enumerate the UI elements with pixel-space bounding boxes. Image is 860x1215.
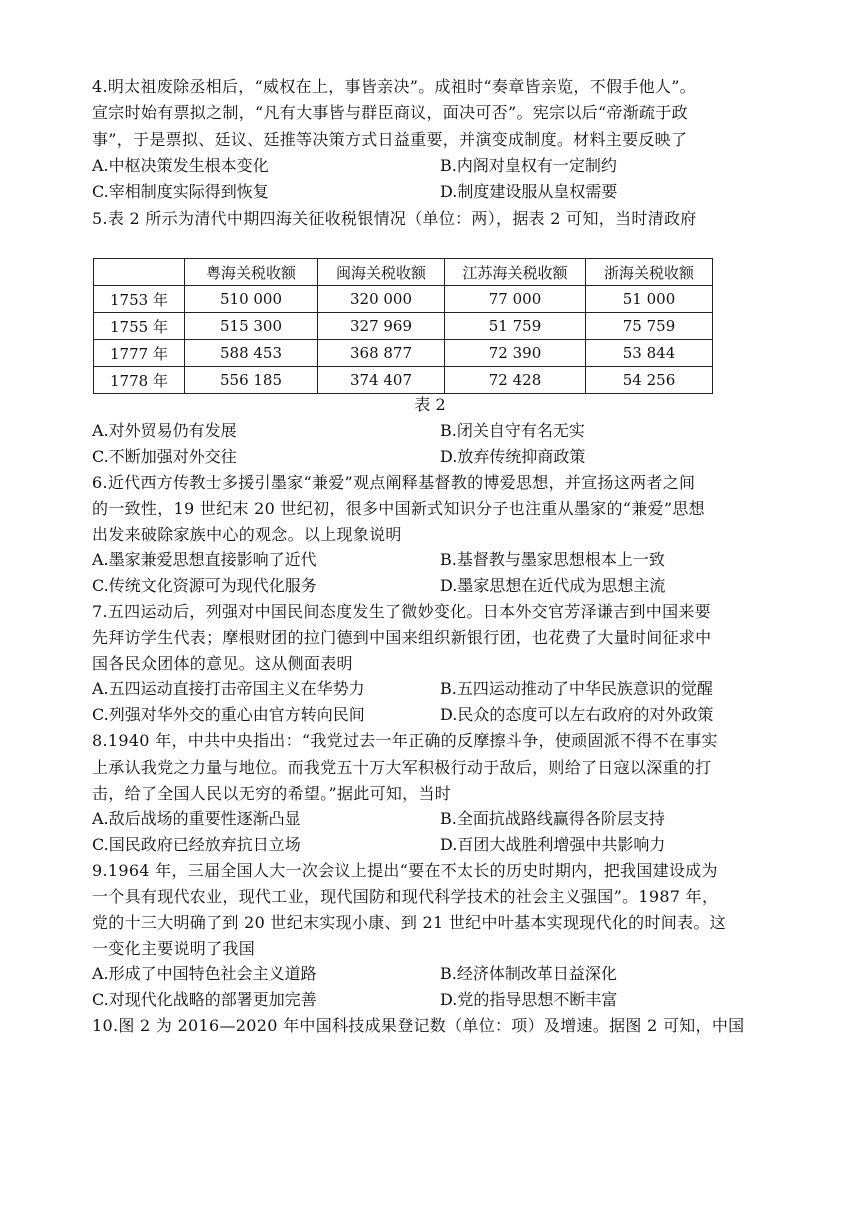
q7-stem-line-2: 先拜访学生代表；摩根财团的拉门德到中国来组织新银行团，也花费了大量时间征求中 bbox=[92, 628, 712, 647]
q8-option-d[interactable]: D.百团大战胜利增强中共影响力 bbox=[440, 835, 666, 854]
table-cell: 588 453 bbox=[185, 340, 318, 367]
q7-option-a[interactable]: A.五四运动直接打击帝国主义在华势力 bbox=[92, 679, 365, 698]
q5-option-d[interactable]: D.放弃传统抑商政策 bbox=[440, 447, 586, 466]
q7-stem-line-1: 7.五四运动后，列强对中国民间态度发生了微妙变化。日本外交官芳泽谦吉到中国来要 bbox=[92, 602, 711, 621]
q8-stem-line-1: 8.1940 年，中共中央指出：“我党过去一年正确的反摩擦斗争，使顽固派不得不在事实 bbox=[92, 731, 718, 750]
table-row bbox=[94, 286, 713, 313]
table-header-cell: 江苏海关税收额 bbox=[445, 259, 586, 286]
table-header-row bbox=[94, 259, 713, 286]
table-row bbox=[94, 340, 713, 367]
q4-option-d[interactable]: D.制度建设服从皇权需要 bbox=[440, 182, 618, 201]
q7-option-c[interactable]: C.列强对华外交的重心由官方转向民间 bbox=[92, 705, 365, 724]
table-cell: 72 390 bbox=[445, 340, 586, 367]
q8-stem-line-3: 击，给了全国人民以无穷的希望。”据此可知，当时 bbox=[92, 784, 452, 803]
customs-tax-table bbox=[93, 258, 713, 394]
q4-stem-line-2: 宣宗时始有票拟之制，“凡有大事皆与群臣商议，面决可否”。宪宗以后“帝渐疏于政 bbox=[92, 103, 688, 122]
q9-stem-line-2: 一个具有现代农业，现代工业，现代国防和现代科学技术的社会主义强国”。1987 年， bbox=[92, 887, 719, 906]
q7-stem-line-3: 国各民众团体的意见。这从侧面表明 bbox=[92, 654, 353, 673]
q8-option-b[interactable]: B.全面抗战路线赢得各阶层支持 bbox=[440, 809, 665, 828]
q8-option-c[interactable]: C.国民政府已经放弃抗日立场 bbox=[92, 835, 301, 854]
table-caption: 表 2 bbox=[414, 395, 446, 414]
q9-stem-line-4: 一变化主要说明了我国 bbox=[92, 939, 256, 958]
q9-stem-line-3: 党的十三大明确了到 20 世纪末实现小康、到 21 世纪中叶基本实现现代化的时间表。这 bbox=[92, 913, 726, 932]
table-header-cell bbox=[94, 259, 185, 286]
table-cell: 54 256 bbox=[586, 367, 713, 394]
q7-option-d[interactable]: D.民众的态度可以左右政府的对外政策 bbox=[440, 705, 714, 724]
table-cell: 53 844 bbox=[586, 340, 713, 367]
q4-stem-line-1: 4.明太祖废除丞相后，“威权在上，事皆亲决”。成祖时“奏章皆亲览，不假手他人”。 bbox=[92, 77, 696, 96]
table-header-cell: 闽海关税收额 bbox=[318, 259, 445, 286]
table-cell: 515 300 bbox=[185, 313, 318, 340]
q6-option-c[interactable]: C.传统文化资源可为现代化服务 bbox=[92, 576, 317, 595]
table-row bbox=[94, 367, 713, 394]
q5-option-b[interactable]: B.闭关自守有名无实 bbox=[440, 421, 585, 440]
q5-stem-line-1: 5.表 2 所示为清代中期四海关征收税银情况（单位：两），据表 2 可知，当时清政府 bbox=[92, 209, 697, 228]
table-header-cell: 浙海关税收额 bbox=[586, 259, 713, 286]
table-cell: 556 185 bbox=[185, 367, 318, 394]
q6-option-d[interactable]: D.墨家思想在近代成为思想主流 bbox=[440, 576, 666, 595]
table-cell: 510 000 bbox=[185, 286, 318, 313]
q10-stem-line-1: 10.图 2 为 2016—2020 年中国科技成果登记数（单位：项）及增速。据图 2 可知，中国 bbox=[92, 1016, 745, 1035]
q4-option-c[interactable]: C.宰相制度实际得到恢复 bbox=[92, 182, 269, 201]
q5-option-c[interactable]: C.不断加强对外交往 bbox=[92, 447, 237, 466]
q5-option-a[interactable]: A.对外贸易仍有发展 bbox=[92, 421, 237, 440]
q9-option-b[interactable]: B.经济体制改革日益深化 bbox=[440, 964, 617, 983]
q9-option-a[interactable]: A.形成了中国特色社会主义道路 bbox=[92, 964, 317, 983]
q6-stem-line-3: 出发来破除家族中心的观念。以上现象说明 bbox=[92, 525, 402, 544]
q9-stem-line-1: 9.1964 年，三届全国人大一次会议上提出“要在不太长的历史时期内，把我国建设成为 bbox=[92, 861, 718, 880]
table-cell: 51 000 bbox=[586, 286, 713, 313]
table-cell: 77 000 bbox=[445, 286, 586, 313]
table-header-cell: 粤海关税收额 bbox=[185, 259, 318, 286]
table-cell: 1778 年 bbox=[94, 367, 185, 394]
q6-stem-line-1: 6.近代西方传教士多援引墨家“兼爱”观点阐释基督教的博爱思想，并宣扬这两者之间 bbox=[92, 473, 696, 492]
q4-stem-line-3: 事”，于是票拟、廷议、廷推等决策方式日益重要，并演变成制度。材料主要反映了 bbox=[92, 130, 688, 149]
table-row bbox=[94, 313, 713, 340]
table-cell: 368 877 bbox=[318, 340, 445, 367]
q9-option-d[interactable]: D.党的指导思想不断丰富 bbox=[440, 990, 618, 1009]
table-cell: 1753 年 bbox=[94, 286, 185, 313]
table-cell: 72 428 bbox=[445, 367, 586, 394]
table-cell: 75 759 bbox=[586, 313, 713, 340]
q9-option-c[interactable]: C.对现代化战略的部署更加完善 bbox=[92, 990, 317, 1009]
table-cell: 51 759 bbox=[445, 313, 586, 340]
q8-option-a[interactable]: A.敌后战场的重要性逐渐凸显 bbox=[92, 809, 301, 828]
table-cell: 374 407 bbox=[318, 367, 445, 394]
table-cell: 1755 年 bbox=[94, 313, 185, 340]
table-cell: 320 000 bbox=[318, 286, 445, 313]
table-cell: 327 969 bbox=[318, 313, 445, 340]
q6-option-a[interactable]: A.墨家兼爱思想直接影响了近代 bbox=[92, 550, 317, 569]
q8-stem-line-2: 上承认我党之力量与地位。而我党五十万大军积极行动于敌后，则给了日寇以深重的打 bbox=[92, 758, 712, 777]
q6-option-b[interactable]: B.基督教与墨家思想根本上一致 bbox=[440, 550, 665, 569]
q7-option-b[interactable]: B.五四运动推动了中华民族意识的觉醒 bbox=[440, 679, 713, 698]
table-cell: 1777 年 bbox=[94, 340, 185, 367]
q4-option-b[interactable]: B.内阁对皇权有一定制约 bbox=[440, 156, 617, 175]
q6-stem-line-2: 的一致性，19 世纪末 20 世纪初，很多中国新式知识分子也注重从墨家的“兼爱”思想 bbox=[92, 499, 705, 518]
q4-option-a[interactable]: A.中枢决策发生根本变化 bbox=[92, 156, 269, 175]
